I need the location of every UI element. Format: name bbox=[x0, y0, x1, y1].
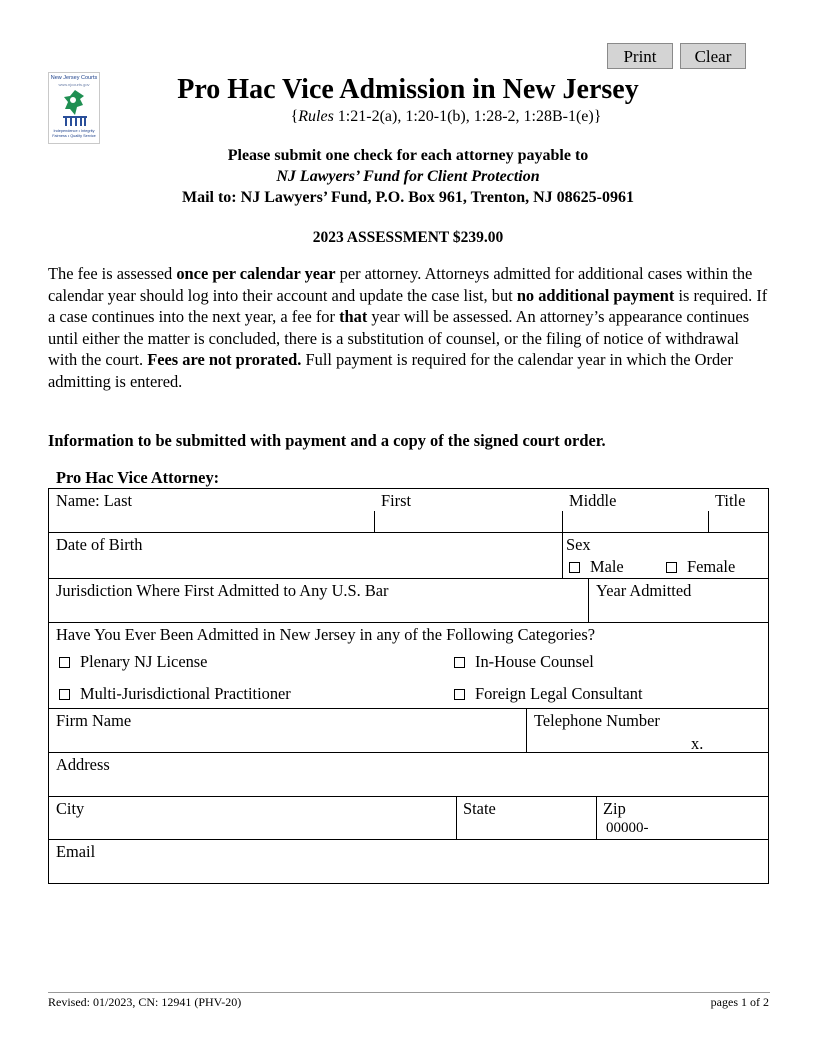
assessment-amount: 2023 ASSESSMENT $239.00 bbox=[312, 229, 504, 246]
section-title: Pro Hac Vice Attorney: bbox=[56, 468, 220, 487]
sex-label: Sex bbox=[566, 535, 591, 554]
sex-male-option[interactable]: Male bbox=[569, 557, 624, 577]
state-label: State bbox=[463, 799, 496, 818]
last-name-input[interactable] bbox=[50, 511, 372, 531]
rules-citation: {Rules 1:21-2(a), 1:20-1(b), 1:28-2, 1:28B-1(e)} bbox=[290, 108, 602, 125]
first-name-input[interactable] bbox=[376, 511, 560, 531]
fee-text: per attorney. Attorneys admitted for additional cases within the calendar year should log into their account and update the case list, but bbox=[48, 264, 753, 305]
nj-admission-question: Have You Ever Been Admitted in New Jersey in any of the Following Categories? bbox=[56, 625, 595, 644]
dob-input[interactable] bbox=[50, 555, 560, 577]
name-last-label: Name: Last bbox=[56, 491, 133, 510]
revision-info: Revised: 01/2023, CN: 12941 (PHV-20) bbox=[48, 995, 242, 1009]
extension-input[interactable] bbox=[709, 731, 767, 751]
zip-label: Zip bbox=[603, 799, 626, 818]
city-input[interactable] bbox=[50, 819, 454, 838]
telephone-input[interactable] bbox=[528, 731, 688, 751]
page-count: pages 1 of 2 bbox=[710, 995, 769, 1009]
instruction-payee: NJ Lawyers’ Fund for Client Protection bbox=[276, 168, 540, 185]
female-checkbox[interactable] bbox=[666, 562, 677, 573]
address-label: Address bbox=[56, 755, 110, 774]
dob-label: Date of Birth bbox=[56, 535, 143, 554]
name-first-label: First bbox=[381, 491, 412, 510]
fee-text: The fee is assessed bbox=[48, 264, 177, 283]
fee-text: year will be assessed. An attorney’s appearance continues until either the matter is concluded, there is a substitution of counsel, or the filing of notice of withdrawal with the court. bbox=[48, 307, 750, 370]
logo-name: New Jersey Courts bbox=[50, 75, 98, 81]
fee-emphasis: that bbox=[339, 307, 368, 327]
foreign-consultant-checkbox[interactable] bbox=[454, 689, 465, 700]
logo-motto: Independence • Integrity Fairness • Quality Service bbox=[52, 129, 96, 138]
submission-info-line: Information to be submitted with payment and a copy of the signed court order. bbox=[48, 431, 606, 450]
print-button[interactable]: Print bbox=[607, 43, 673, 69]
year-admitted-label: Year Admitted bbox=[596, 581, 692, 600]
year-admitted-input[interactable] bbox=[590, 601, 767, 621]
telephone-label: Telephone Number bbox=[534, 711, 660, 730]
instruction-mailing-address: Mail to: NJ Lawyers’ Fund, P.O. Box 961, Trenton, NJ 08625-0961 bbox=[181, 189, 634, 206]
footer-divider bbox=[48, 992, 770, 993]
male-checkbox[interactable] bbox=[569, 562, 580, 573]
email-label: Email bbox=[56, 842, 96, 861]
city-label: City bbox=[56, 799, 85, 818]
fee-text: is required. If a case continues into the next year, a fee for bbox=[48, 285, 768, 327]
logo-url: www.njcourts.gov bbox=[58, 82, 90, 87]
title-input[interactable] bbox=[710, 511, 767, 531]
category-multi-jurisdictional[interactable]: Multi-Jurisdictional Practitioner bbox=[59, 684, 291, 704]
attorney-form-table bbox=[48, 488, 769, 884]
firm-name-label: Firm Name bbox=[56, 711, 132, 730]
category-plenary[interactable]: Plenary NJ License bbox=[59, 652, 207, 672]
fee-emphasis: Fees are not prorated. bbox=[147, 350, 302, 370]
category-inhouse[interactable]: In-House Counsel bbox=[454, 652, 594, 672]
page-title: Pro Hac Vice Admission in New Jersey bbox=[177, 74, 639, 105]
name-middle-label: Middle bbox=[569, 491, 617, 510]
inhouse-checkbox[interactable] bbox=[454, 657, 465, 668]
plenary-checkbox[interactable] bbox=[59, 657, 70, 668]
state-input[interactable] bbox=[458, 819, 594, 838]
jurisdiction-label: Jurisdiction Where First Admitted to Any U.S. Bar bbox=[56, 581, 389, 600]
sex-female-option[interactable]: Female bbox=[666, 557, 735, 577]
fee-paragraph bbox=[48, 263, 772, 393]
firm-name-input[interactable] bbox=[50, 731, 524, 751]
multi-jurisdictional-checkbox[interactable] bbox=[59, 689, 70, 700]
fee-emphasis: once per calendar year bbox=[176, 264, 336, 283]
fee-text: Full payment is required for the calendar year in which the Order admitting is entered. bbox=[48, 350, 733, 391]
email-input[interactable] bbox=[50, 862, 767, 882]
zip-input[interactable]: 00000- bbox=[606, 820, 649, 836]
jurisdiction-input[interactable] bbox=[50, 601, 586, 621]
address-input[interactable] bbox=[50, 775, 767, 795]
instruction-line-1: Please submit one check for each attorney payable to bbox=[227, 147, 589, 164]
name-title-label: Title bbox=[715, 491, 746, 510]
middle-name-input[interactable] bbox=[564, 511, 706, 531]
category-foreign-consultant[interactable]: Foreign Legal Consultant bbox=[454, 684, 643, 704]
extension-label: x. bbox=[691, 734, 704, 753]
clear-button[interactable]: Clear bbox=[680, 43, 746, 69]
fee-emphasis: no additional payment bbox=[516, 285, 675, 305]
